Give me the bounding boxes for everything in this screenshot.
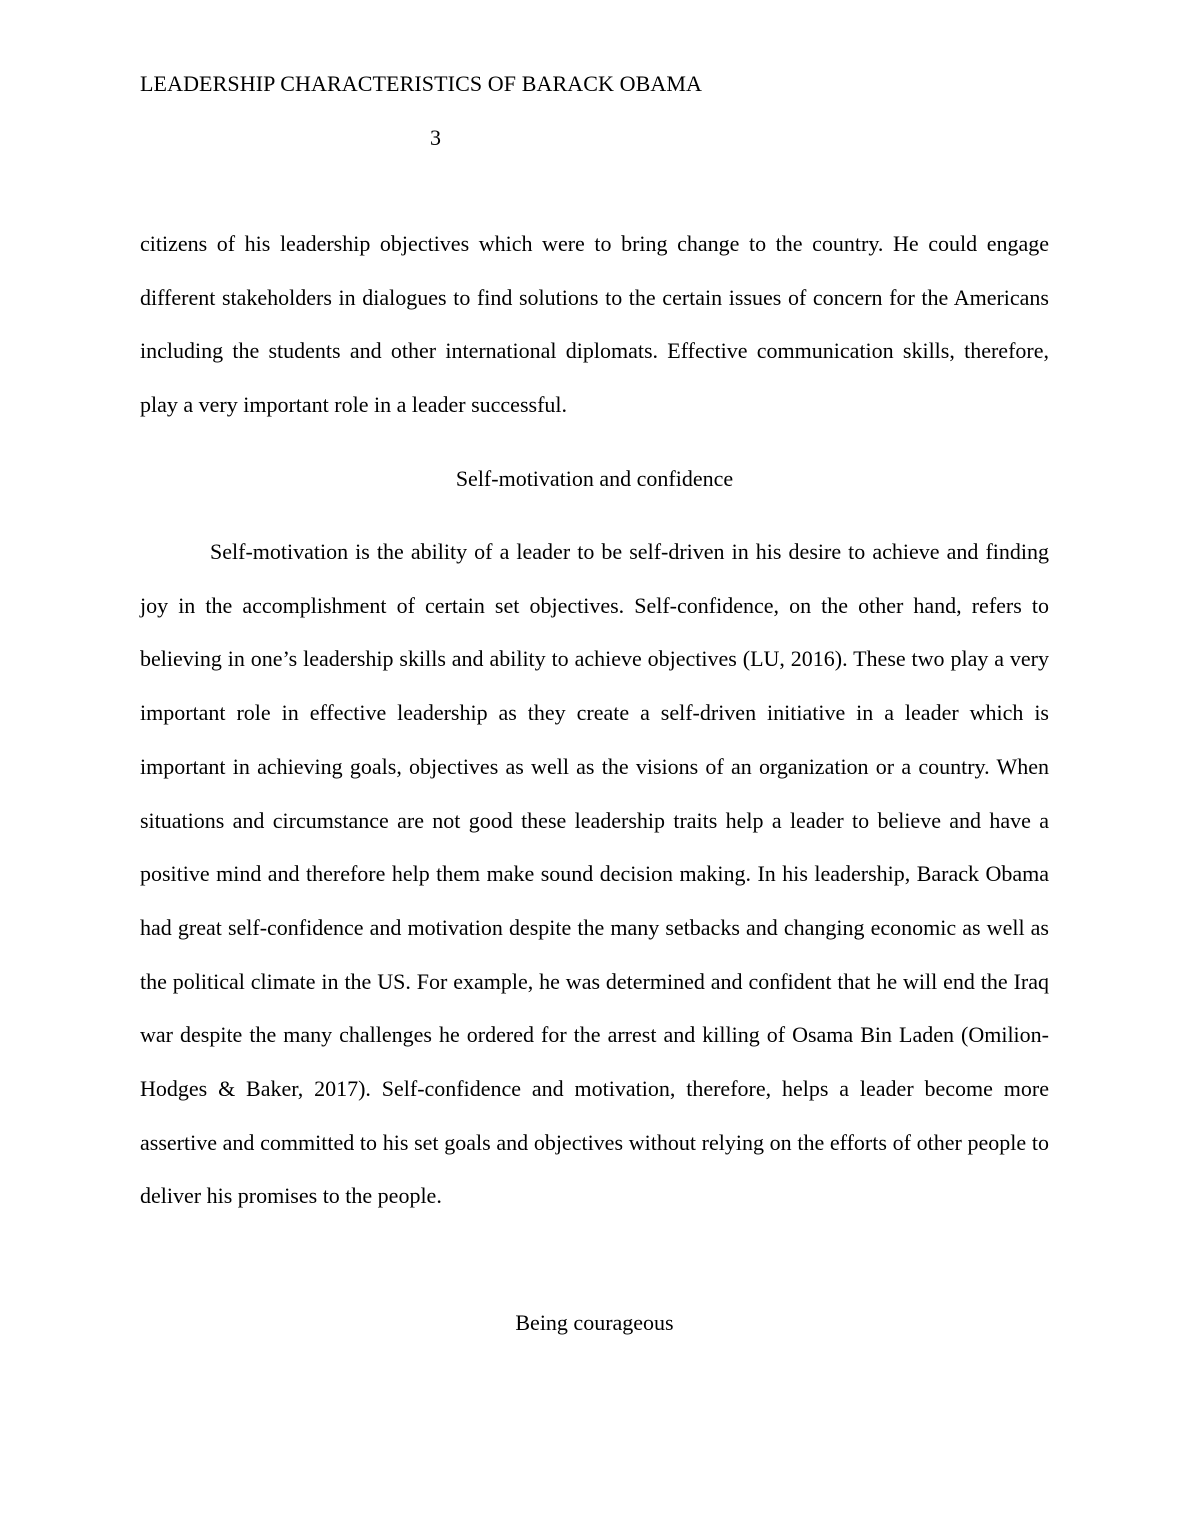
section-heading-self-motivation: Self-motivation and confidence [455, 466, 734, 491]
page-number: 3 [430, 125, 441, 150]
running-head: LEADERSHIP CHARACTERISTICS OF BARACK OBAMA [140, 71, 703, 96]
paragraph-self-motivation: Self-motivation is the ability of a leader to be self-driven in his desire to achieve and finding joy in the accomplishment of certain set objectives. Self-confidence, on the other hand, refers to believing in one’s leadership skills and ability to achieve objectives (LU, 2016). These two play a very important role in effective leadership as they create a self-driven initiative in a leader which is important in achieving goals, objectives as well as the visions of an organization or a country. When situations and circumstance are not good these leadership traits help a leader to believe and have a positive mind and therefore help them make sound decision making. In his leadership, Barack Obama had great self-confidence and motivation despite the many setbacks and changing economic as well as the political climate in the US. For example, he was determined and confident that he will end the Iraq war despite the many challenges he ordered for the arrest and killing of Osama Bin Laden (Omilion-Hodges & Baker, 2017). Self-confidence and motivation, therefore, helps a leader become more assertive and committed to his set goals and objectives without relying on the efforts of other people to deliver his promises to the people. [140, 539, 1049, 1209]
paragraph-communication-continued: citizens of his leadership objectives which were to bring change to the country. He could engage different stakeholders in dialogues to find solutions to the certain issues of concern for the Americans including the students and other international diplomats. Effective communication skills, therefore, play a very important role in a leader successful. [140, 231, 1049, 418]
body-block-continuation [140, 217, 1049, 432]
section-heading-being-courageous: Being courageous [515, 1310, 674, 1335]
body-block-self-motivation [140, 525, 1049, 1223]
